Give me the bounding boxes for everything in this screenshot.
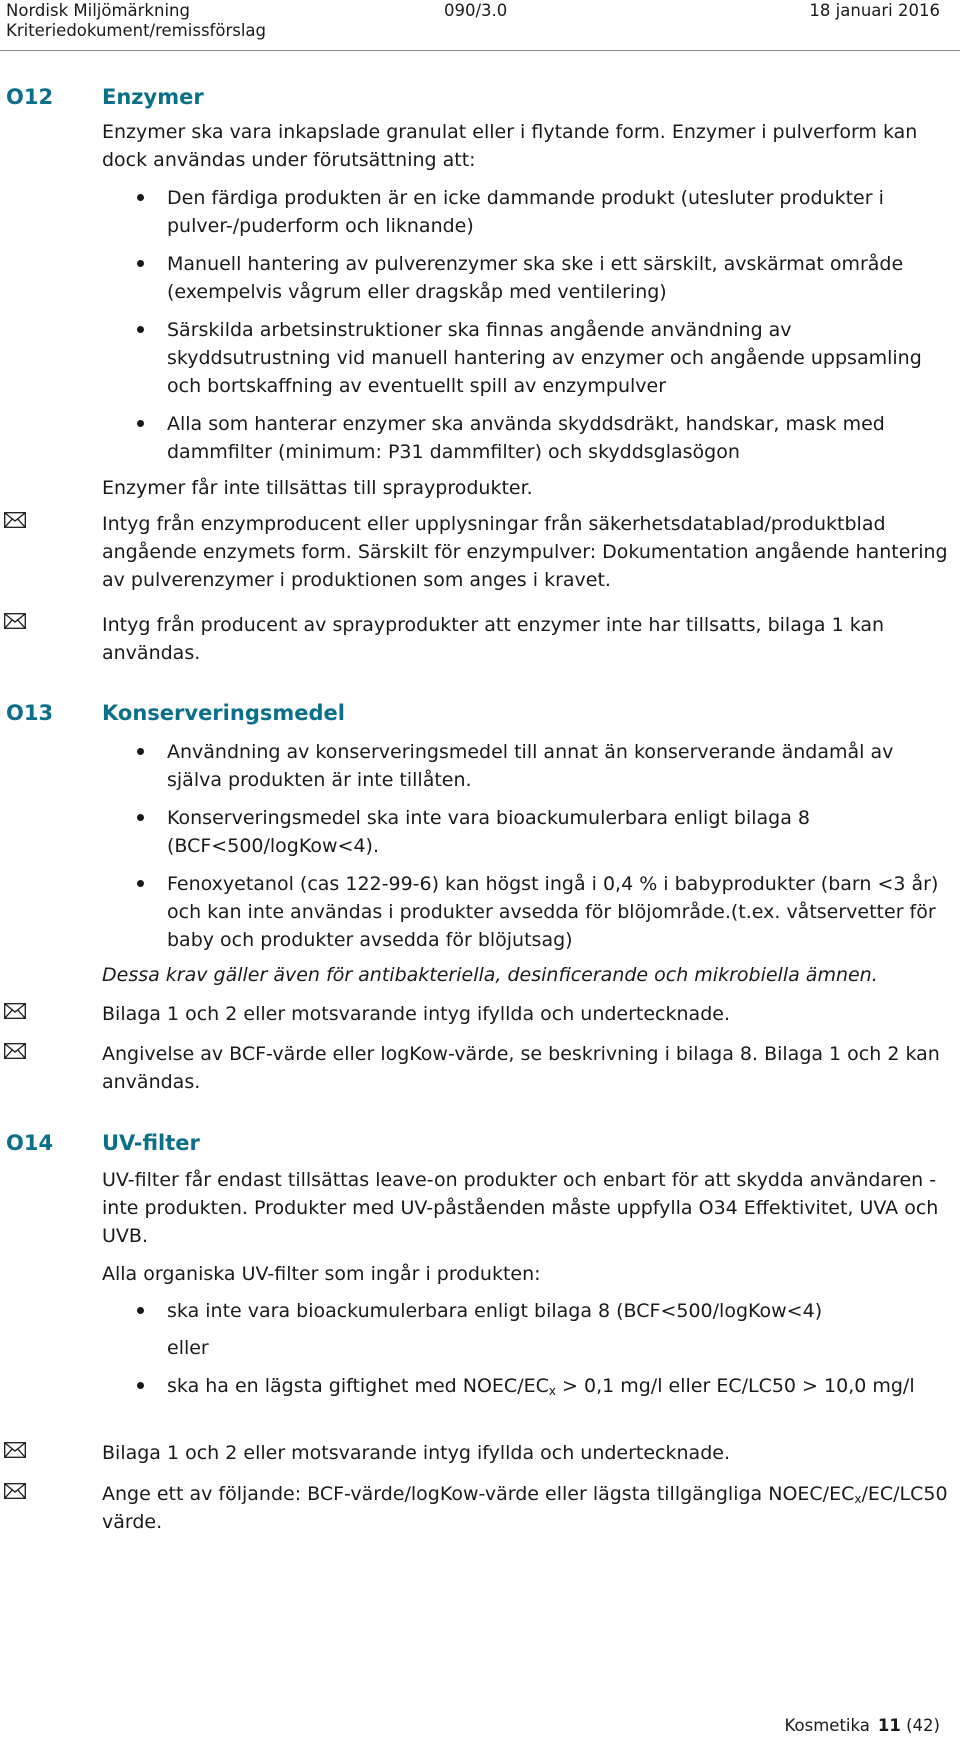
page-header	[0, 0, 940, 46]
list-item: Den färdiga produkten är en icke dammande produkt (utesluter produkter i pulver-/puderform och liknande)	[102, 184, 952, 240]
o12-documentation-2: Intyg från producent av sprayprodukter att enzymer inte har tillsatts, bilaga 1 kan användas.	[102, 614, 885, 664]
requirement-title: Enzymer	[102, 85, 204, 109]
envelope-icon	[4, 1442, 26, 1458]
header-version: 090/3.0	[444, 1, 508, 20]
o13-documentation-2: Angivelse av BCF-värde eller logKow-värde, se beskrivning i bilaga 8. Bilaga 1 och 2 kan användas.	[102, 1043, 940, 1093]
bullet-dot	[137, 326, 144, 333]
bullet-dot	[137, 814, 144, 821]
header-date: 18 januari 2016	[809, 1, 940, 20]
o12-intro: Enzymer ska vara inkapslade granulat eller i flytande form. Enzymer i pulverform kan dock användas under förutsättning att:	[102, 121, 918, 171]
envelope-icon	[4, 1003, 26, 1019]
header-divider	[0, 50, 960, 51]
page-total: (42)	[906, 1716, 940, 1735]
requirement-title: Konserveringsmedel	[102, 701, 345, 725]
bullet-dot	[137, 1382, 144, 1389]
o13-bullet-list	[102, 738, 952, 954]
o14-bullet-list-2	[102, 1372, 952, 1400]
envelope-icon	[4, 512, 26, 528]
page-footer	[785, 1715, 940, 1737]
envelope-icon	[4, 1043, 26, 1059]
header-org: Nordisk Miljömärkning	[6, 1, 190, 20]
header-doc-type: Kriteriedokument/remissförslag	[6, 21, 266, 40]
footer-label: Kosmetika	[784, 1716, 870, 1735]
list-item: Alla som hanterar enzymer ska använda skyddsdräkt, handskar, mask med dammfilter (minimum: P31 dammfilter) och skyddsglasögon	[102, 410, 952, 466]
o14-documentation-1: Bilaga 1 och 2 eller motsvarande intyg ifyllda och undertecknade.	[102, 1442, 730, 1464]
o12-bullet-list	[102, 184, 952, 466]
envelope-icon	[4, 1483, 26, 1499]
bullet-dot	[137, 194, 144, 201]
requirement-id: O13	[6, 701, 54, 725]
list-item: Särskilda arbetsinstruktioner ska finnas angående användning av skyddsutrustning vid manuell hantering av enzymer och angående uppsamling och bortskaffning av eventuellt spill av enzympulver	[102, 316, 952, 400]
list-item: Användning av konserveringsmedel till annat än konserverande ändamål av själva produkten är inte tillåten.	[102, 738, 952, 794]
requirement-id: O14	[6, 1131, 54, 1155]
bullet-dot	[137, 420, 144, 427]
bullet-dot	[137, 748, 144, 755]
page-number: 11	[877, 1716, 901, 1735]
bullet-dot	[137, 1307, 144, 1314]
bullet-dot	[137, 880, 144, 887]
o12-documentation-1: Intyg från enzymproducent eller upplysningar från säkerhetsdatablad/produktblad angående enzymets form. Särskilt för enzympulver: Dokumentation angående hantering av pulverenzymer i produktionen som anges i kravet.	[102, 513, 948, 591]
requirement-title: UV-filter	[102, 1131, 200, 1155]
requirement-id: O12	[6, 85, 54, 109]
o14-bullet-list	[102, 1297, 952, 1325]
o14-or-word: eller	[167, 1337, 209, 1359]
envelope-icon	[4, 613, 26, 629]
o14-documentation-2: Ange ett av följande: BCF-värde/logKow-värde eller lägsta tillgängliga NOEC/$EC_x/EC/LC50$ värde.	[102, 1483, 948, 1533]
list-item: Fenoxyetanol (cas 122-99-6) kan högst ingå i 0,4 % i babyprodukter (barn <3 år) och kan inte användas i produkter avsedda för blöjområde.(t.ex. våtservetter för baby och produkter avsedda för blöjutsag)	[102, 870, 952, 954]
o13-documentation-1: Bilaga 1 och 2 eller motsvarande intyg ifyllda och undertecknade.	[102, 1003, 730, 1025]
bullet-dot	[137, 260, 144, 267]
o14-intro: UV-filter får endast tillsättas leave-on produkter och enbart för att skydda användaren - inte produkten. Produkter med UV-påståenden måste uppfylla O34 Effektivitet, UVA och UVB.	[102, 1169, 939, 1247]
list-item: ska inte vara bioackumulerbara enligt bilaga 8 (BCF<500/logKow<4)	[102, 1297, 952, 1325]
list-item: Manuell hantering av pulverenzymer ska ske i ett särskilt, avskärmat område (exempelvis vågrum eller dragskåp med ventilering)	[102, 250, 952, 306]
o12-spray-note: Enzymer får inte tillsättas till sprayprodukter.	[102, 477, 533, 499]
o14-lead: Alla organiska UV-filter som ingår i produkten:	[102, 1263, 541, 1285]
list-item: Konserveringsmedel ska inte vara bioackumulerbara enligt bilaga 8 (BCF<500/logKow<4).	[102, 804, 952, 860]
list-item: ska ha en lägsta giftighet med NOEC/$EC_x > 0,1$ mg/l eller EC/LC50 > 10,0 mg/l	[102, 1372, 952, 1400]
o13-scope-note: Dessa krav gäller även för antibakteriella, desinficerande och mikrobiella ämnen.	[102, 964, 878, 986]
